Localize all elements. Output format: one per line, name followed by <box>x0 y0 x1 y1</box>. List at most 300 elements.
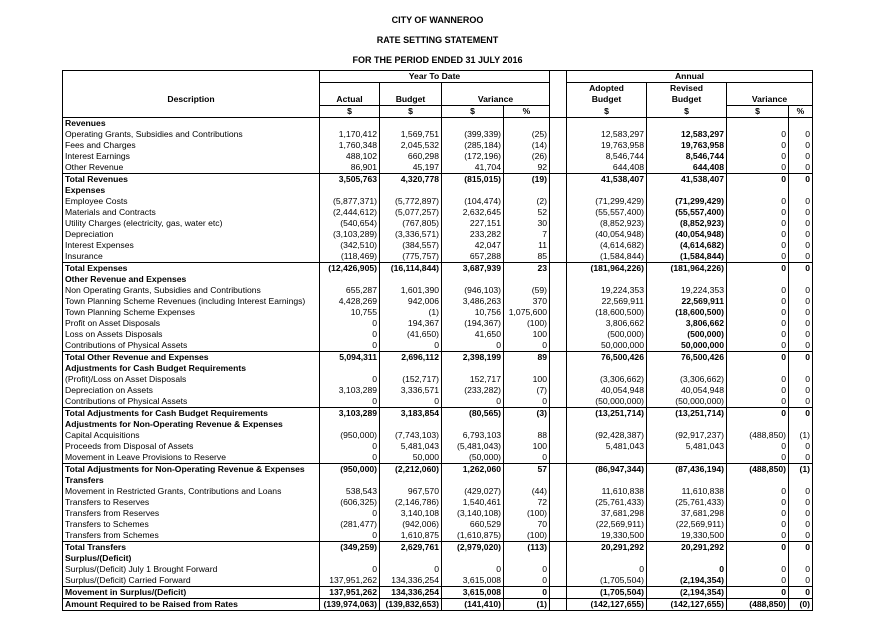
budget-cell: (2,146,786) <box>380 497 442 508</box>
report-period: FOR THE PERIOD ENDED 31 JULY 2016 <box>352 55 523 65</box>
row-label: Employee Costs <box>63 196 320 207</box>
spacer-cell <box>550 174 567 186</box>
description-header: Description <box>63 94 320 106</box>
variance-pct-cell: (113) <box>504 542 550 554</box>
budget-cell: (7,743,103) <box>380 430 442 441</box>
annual-variance-pct-cell: 0 <box>789 542 813 554</box>
rate-setting-table <box>62 70 813 611</box>
variance-cell <box>442 185 504 196</box>
variance-cell: 660,529 <box>442 519 504 530</box>
adopted-cell: 50,000,000 <box>567 340 647 352</box>
table-row <box>63 296 813 307</box>
adopted-cell: (40,054,948) <box>567 229 647 240</box>
adopted-cell <box>567 475 647 486</box>
annual-variance-pct-cell: 0 <box>789 530 813 542</box>
adopted-cell: (1,705,504) <box>567 575 647 587</box>
table-row <box>63 452 813 464</box>
revised-cell: 41,538,407 <box>647 174 727 186</box>
variance-pct-cell: 0 <box>504 587 550 599</box>
actual-cell: 5,094,311 <box>320 352 380 364</box>
actual-cell: (5,877,371) <box>320 196 380 207</box>
adopted-unit: $ <box>567 106 647 118</box>
revised-cell: 5,481,043 <box>647 441 727 452</box>
spacer-cell <box>550 296 567 307</box>
revised-cell <box>647 118 727 130</box>
section-header-row <box>63 419 813 430</box>
revised-cell: 76,500,426 <box>647 352 727 364</box>
variance-cell: (104,474) <box>442 196 504 207</box>
budget-cell: (767,805) <box>380 218 442 229</box>
adopted-cell <box>567 118 647 130</box>
budget-cell: 942,006 <box>380 296 442 307</box>
actual-cell: 4,428,269 <box>320 296 380 307</box>
annual-variance-pct-cell: 0 <box>789 285 813 296</box>
annual-variance-pct-cell: 0 <box>789 408 813 420</box>
annual-variance-pct-cell: 0 <box>789 564 813 575</box>
annual-variance-pct-cell <box>789 274 813 285</box>
row-label: Profit on Asset Disposals <box>63 318 320 329</box>
table-row <box>63 385 813 396</box>
spacer-col <box>550 94 567 106</box>
row-label: Surplus/(Deficit) <box>63 553 320 564</box>
adopted-cell: (500,000) <box>567 329 647 340</box>
annual-variance-pct-cell: (0) <box>789 599 813 611</box>
actual-cell: 0 <box>320 374 380 385</box>
row-label: Materials and Contracts <box>63 207 320 218</box>
table-row <box>63 340 813 352</box>
spacer-cell <box>550 218 567 229</box>
row-label: Total Other Revenue and Expenses <box>63 352 320 364</box>
annual-variance-cell <box>727 185 789 196</box>
row-label: Adjustments for Cash Budget Requirements <box>63 363 320 374</box>
spacer-col <box>550 83 567 95</box>
annual-variance-cell: 0 <box>727 497 789 508</box>
annual-variance-pct-cell: 0 <box>789 251 813 263</box>
section-header-row <box>63 274 813 285</box>
table-body <box>63 118 813 611</box>
variance-cell: (50,000) <box>442 452 504 464</box>
variance-pct-cell: 0 <box>504 575 550 587</box>
spacer-cell <box>550 374 567 385</box>
variance-pct-cell: 7 <box>504 229 550 240</box>
table-row <box>63 564 813 575</box>
total-row <box>63 174 813 186</box>
budget-cell: (139,832,653) <box>380 599 442 611</box>
table-row <box>63 486 813 497</box>
budget-spacer <box>380 83 442 95</box>
spacer-cell <box>550 441 567 452</box>
annual-variance-pct-cell: 0 <box>789 140 813 151</box>
annual-variance-cell: 0 <box>727 408 789 420</box>
annual-variance-pct-cell: 0 <box>789 307 813 318</box>
annual-variance-pct-cell: 0 <box>789 296 813 307</box>
annual-variance-cell: 0 <box>727 263 789 275</box>
row-label: Total Adjustments for Non-Operating Revenue & Expenses <box>63 464 320 476</box>
revised-cell: 20,291,292 <box>647 542 727 554</box>
budget-cell: (3,336,571) <box>380 229 442 240</box>
budget-cell: 134,336,254 <box>380 575 442 587</box>
budget-unit: $ <box>380 106 442 118</box>
spacer-cell <box>550 140 567 151</box>
row-label: Operating Grants, Subsidies and Contributions <box>63 129 320 140</box>
annual-variance-cell: 0 <box>727 564 789 575</box>
annual-variance-cell: 0 <box>727 240 789 251</box>
row-label: Other Revenue and Expenses <box>63 274 320 285</box>
annual-variance-pct-cell: 0 <box>789 374 813 385</box>
total-row <box>63 352 813 364</box>
spacer-cell <box>550 240 567 251</box>
annual-variance-pct-cell: (1) <box>789 464 813 476</box>
annual-variance-cell: 0 <box>727 129 789 140</box>
revised-cell: (8,852,923) <box>647 218 727 229</box>
annual-variance-cell: 0 <box>727 296 789 307</box>
org-name: CITY OF WANNEROO <box>391 15 484 25</box>
variance-pct-cell: (7) <box>504 385 550 396</box>
adopted-cell: (18,600,500) <box>567 307 647 318</box>
annual-variance-cell: 0 <box>727 229 789 240</box>
adopted-cell: (55,557,400) <box>567 207 647 218</box>
ytd-header: Year To Date <box>320 71 550 83</box>
revised-cell: (2,194,354) <box>647 587 727 599</box>
annual-variance-cell: 0 <box>727 486 789 497</box>
annual-variance-cell <box>727 274 789 285</box>
variance-cell: (3,140,108) <box>442 508 504 519</box>
budget-cell: 1,601,390 <box>380 285 442 296</box>
spacer-cell <box>550 408 567 420</box>
row-label: Town Planning Scheme Expenses <box>63 307 320 318</box>
variance-cell: 41,650 <box>442 329 504 340</box>
variance-cell: 3,615,008 <box>442 575 504 587</box>
revised-cell: 40,054,948 <box>647 385 727 396</box>
report-titles <box>0 13 875 73</box>
actual-cell: 0 <box>320 564 380 575</box>
actual-cell <box>320 419 380 430</box>
spacer-cell <box>550 185 567 196</box>
actual-cell <box>320 274 380 285</box>
variance-cell: (946,103) <box>442 285 504 296</box>
annual-variance-cell: (488,850) <box>727 599 789 611</box>
revised-cell: 644,408 <box>647 162 727 174</box>
variance-pct-cell: 0 <box>504 340 550 352</box>
annual-variance-cell: 0 <box>727 396 789 408</box>
adopted-cell: 40,054,948 <box>567 385 647 396</box>
row-label: Total Expenses <box>63 263 320 275</box>
adopted-cell: (13,251,714) <box>567 408 647 420</box>
variance-cell <box>442 419 504 430</box>
adopted-cell: (4,614,682) <box>567 240 647 251</box>
variance-pct-cell: (59) <box>504 285 550 296</box>
actual-cell: 3,505,763 <box>320 174 380 186</box>
variance-cell: (172,196) <box>442 151 504 162</box>
table-row <box>63 207 813 218</box>
spacer-cell <box>550 419 567 430</box>
annual-variance-pct-cell: 0 <box>789 441 813 452</box>
adopted-cell: 41,538,407 <box>567 174 647 186</box>
table-row <box>63 285 813 296</box>
variance-cell: 10,756 <box>442 307 504 318</box>
budget-cell: 134,336,254 <box>380 587 442 599</box>
adopted-cell: (8,852,923) <box>567 218 647 229</box>
annual-variance-pct-cell <box>789 118 813 130</box>
adopted-cell: 20,291,292 <box>567 542 647 554</box>
variance-pct-cell: (100) <box>504 508 550 519</box>
revised-cell: (4,614,682) <box>647 240 727 251</box>
budget-cell: 3,140,108 <box>380 508 442 519</box>
row-label: Depreciation <box>63 229 320 240</box>
variance-cell: (233,282) <box>442 385 504 396</box>
annual-variance-cell: 0 <box>727 385 789 396</box>
adopted-cell: (92,428,387) <box>567 430 647 441</box>
variance-pct-cell: 30 <box>504 218 550 229</box>
variance-cell: (1,610,875) <box>442 530 504 542</box>
variance-cell: (2,979,020) <box>442 542 504 554</box>
actual-cell: 86,901 <box>320 162 380 174</box>
variance-pct-cell: 1,075,600 <box>504 307 550 318</box>
actual-cell: 0 <box>320 530 380 542</box>
budget-cell: (2,212,060) <box>380 464 442 476</box>
variance-cell: (285,184) <box>442 140 504 151</box>
revised-cell: (55,557,400) <box>647 207 727 218</box>
variance-pct-cell: 370 <box>504 296 550 307</box>
row-label: Revenues <box>63 118 320 130</box>
row-label: (Profit)/Loss on Asset Disposals <box>63 374 320 385</box>
table-row <box>63 140 813 151</box>
row-label: Movement in Surplus/(Deficit) <box>63 587 320 599</box>
revised-cell <box>647 475 727 486</box>
spacer-header <box>550 71 567 83</box>
budget-cell: (41,650) <box>380 329 442 340</box>
variance-cell: 3,486,263 <box>442 296 504 307</box>
spacer-cell <box>550 587 567 599</box>
actual-cell: (349,259) <box>320 542 380 554</box>
row-label: Depreciation on Assets <box>63 385 320 396</box>
revised-header-2: Budget <box>647 94 727 106</box>
total-row <box>63 542 813 554</box>
annual-variance-pct-cell: 0 <box>789 218 813 229</box>
variance-pct-unit: % <box>504 106 550 118</box>
adopted-cell <box>567 363 647 374</box>
table-row <box>63 530 813 542</box>
annual-variance-pct-cell: 0 <box>789 240 813 251</box>
variance-pct-cell <box>504 274 550 285</box>
adopted-cell: 3,806,662 <box>567 318 647 329</box>
annual-variance-cell: 0 <box>727 587 789 599</box>
budget-cell: 2,696,112 <box>380 352 442 364</box>
row-label: Total Revenues <box>63 174 320 186</box>
budget-cell: 1,610,875 <box>380 530 442 542</box>
total-row <box>63 587 813 599</box>
row-label: Insurance <box>63 251 320 263</box>
variance-pct-cell: (14) <box>504 140 550 151</box>
table-row <box>63 374 813 385</box>
annual-variance-pct-cell: 0 <box>789 497 813 508</box>
annual-variance-cell: 0 <box>727 352 789 364</box>
annual-variance-pct-cell: 0 <box>789 207 813 218</box>
spacer-cell <box>550 196 567 207</box>
spacer-cell <box>550 151 567 162</box>
section-header-row <box>63 185 813 196</box>
annual-variance-cell: (488,850) <box>727 430 789 441</box>
annual-variance-cell: 0 <box>727 207 789 218</box>
revised-cell: (18,600,500) <box>647 307 727 318</box>
variance-cell <box>442 274 504 285</box>
row-label: Town Planning Scheme Revenues (including Interest Earnings) <box>63 296 320 307</box>
row-label: Transfers <box>63 475 320 486</box>
annual-variance-cell: 0 <box>727 340 789 352</box>
revised-cell: (2,194,354) <box>647 575 727 587</box>
table-row <box>63 151 813 162</box>
variance-cell: 3,687,939 <box>442 263 504 275</box>
row-label: Loss on Assets Disposals <box>63 329 320 340</box>
actual-cell: (118,469) <box>320 251 380 263</box>
row-label: Surplus/(Deficit) July 1 Brought Forward <box>63 564 320 575</box>
table-row <box>63 318 813 329</box>
annual-variance-pct-cell <box>789 553 813 564</box>
revised-cell: 19,330,500 <box>647 530 727 542</box>
variance-pct-cell: 11 <box>504 240 550 251</box>
revised-cell: 12,583,297 <box>647 129 727 140</box>
actual-cell <box>320 553 380 564</box>
variance-pct-cell: 100 <box>504 374 550 385</box>
annual-variance-pct-cell <box>789 475 813 486</box>
variance-cell: 42,047 <box>442 240 504 251</box>
adopted-cell: (50,000,000) <box>567 396 647 408</box>
revised-cell: (87,436,194) <box>647 464 727 476</box>
variance-pct-cell <box>504 185 550 196</box>
spacer-col <box>550 106 567 118</box>
row-label: Contributions of Physical Assets <box>63 396 320 408</box>
adopted-cell: 0 <box>567 564 647 575</box>
spacer-cell <box>550 285 567 296</box>
budget-cell: 660,298 <box>380 151 442 162</box>
report-title: RATE SETTING STATEMENT <box>376 35 499 45</box>
budget-cell: (152,717) <box>380 374 442 385</box>
revised-cell: 22,569,911 <box>647 296 727 307</box>
annual-variance-cell: 0 <box>727 285 789 296</box>
section-header-row <box>63 118 813 130</box>
annual-variance-cell: 0 <box>727 318 789 329</box>
actual-cell: 538,543 <box>320 486 380 497</box>
adopted-cell: (22,569,911) <box>567 519 647 530</box>
spacer-cell <box>550 385 567 396</box>
adopted-cell: (1,584,844) <box>567 251 647 263</box>
budget-cell: (5,077,257) <box>380 207 442 218</box>
budget-header: Budget <box>380 94 442 106</box>
row-label: Interest Expenses <box>63 240 320 251</box>
spacer-cell <box>550 497 567 508</box>
spacer-cell <box>550 486 567 497</box>
row-label: Transfers to Reserves <box>63 497 320 508</box>
annual-variance-spacer <box>727 83 813 95</box>
variance-cell <box>442 475 504 486</box>
variance-pct-cell: (100) <box>504 530 550 542</box>
budget-cell: 2,629,761 <box>380 542 442 554</box>
variance-pct-cell: (19) <box>504 174 550 186</box>
row-label: Other Revenue <box>63 162 320 174</box>
table-row <box>63 251 813 263</box>
annual-variance-pct-cell: 0 <box>789 508 813 519</box>
table-row <box>63 497 813 508</box>
budget-cell <box>380 185 442 196</box>
adopted-cell: 37,681,298 <box>567 508 647 519</box>
variance-pct-cell <box>504 363 550 374</box>
budget-cell: 0 <box>380 340 442 352</box>
annual-variance-pct-cell: 0 <box>789 174 813 186</box>
table-row <box>63 162 813 174</box>
annual-variance-cell: 0 <box>727 140 789 151</box>
variance-cell: 0 <box>442 564 504 575</box>
actual-cell: (2,444,612) <box>320 207 380 218</box>
annual-variance-cell: 0 <box>727 307 789 318</box>
spacer-cell <box>550 508 567 519</box>
variance-cell: (815,015) <box>442 174 504 186</box>
variance-cell: 0 <box>442 396 504 408</box>
budget-cell: 0 <box>380 396 442 408</box>
actual-cell: (606,325) <box>320 497 380 508</box>
adopted-cell: 5,481,043 <box>567 441 647 452</box>
variance-pct-cell: (1) <box>504 599 550 611</box>
section-header-row <box>63 363 813 374</box>
annual-variance-cell: 0 <box>727 162 789 174</box>
row-label: Contributions of Physical Assets <box>63 340 320 352</box>
annual-variance-pct-cell: 0 <box>789 340 813 352</box>
actual-cell: 3,103,289 <box>320 385 380 396</box>
revised-header-1: Revised <box>647 83 727 95</box>
variance-pct-cell: 92 <box>504 162 550 174</box>
variance-pct-cell: 57 <box>504 464 550 476</box>
actual-cell: 0 <box>320 318 380 329</box>
adopted-cell <box>567 419 647 430</box>
budget-cell: 45,197 <box>380 162 442 174</box>
variance-pct-cell: 85 <box>504 251 550 263</box>
actual-cell: 655,287 <box>320 285 380 296</box>
annual-variance-cell: 0 <box>727 452 789 464</box>
adopted-cell: 11,610,838 <box>567 486 647 497</box>
table-row <box>63 129 813 140</box>
spacer-cell <box>550 162 567 174</box>
adopted-cell <box>567 185 647 196</box>
annual-variance-cell: 0 <box>727 508 789 519</box>
total-row <box>63 408 813 420</box>
adopted-cell: 19,224,353 <box>567 285 647 296</box>
row-label: Transfers from Reserves <box>63 508 320 519</box>
budget-cell: (16,114,844) <box>380 263 442 275</box>
adopted-cell: 22,569,911 <box>567 296 647 307</box>
budget-cell: 3,183,854 <box>380 408 442 420</box>
adopted-cell: 76,500,426 <box>567 352 647 364</box>
variance-pct-cell: (3) <box>504 408 550 420</box>
total-row <box>63 464 813 476</box>
variance-cell <box>442 118 504 130</box>
variance-cell: 1,540,461 <box>442 497 504 508</box>
annual-variance-cell: 0 <box>727 575 789 587</box>
adopted-cell: (71,299,429) <box>567 196 647 207</box>
annual-variance-cell: 0 <box>727 329 789 340</box>
variance-pct-cell: (44) <box>504 486 550 497</box>
actual-cell: 0 <box>320 441 380 452</box>
budget-cell: 4,320,778 <box>380 174 442 186</box>
row-label: Movement in Restricted Grants, Contributions and Loans <box>63 486 320 497</box>
table-row <box>63 240 813 251</box>
actual-cell: 1,760,348 <box>320 140 380 151</box>
revised-cell: (71,299,429) <box>647 196 727 207</box>
row-label: Fees and Charges <box>63 140 320 151</box>
revised-cell: 0 <box>647 564 727 575</box>
variance-pct-cell: 0 <box>504 564 550 575</box>
row-label: Non Operating Grants, Subsidies and Contributions <box>63 285 320 296</box>
table-row <box>63 441 813 452</box>
adopted-cell: (1,705,504) <box>567 587 647 599</box>
